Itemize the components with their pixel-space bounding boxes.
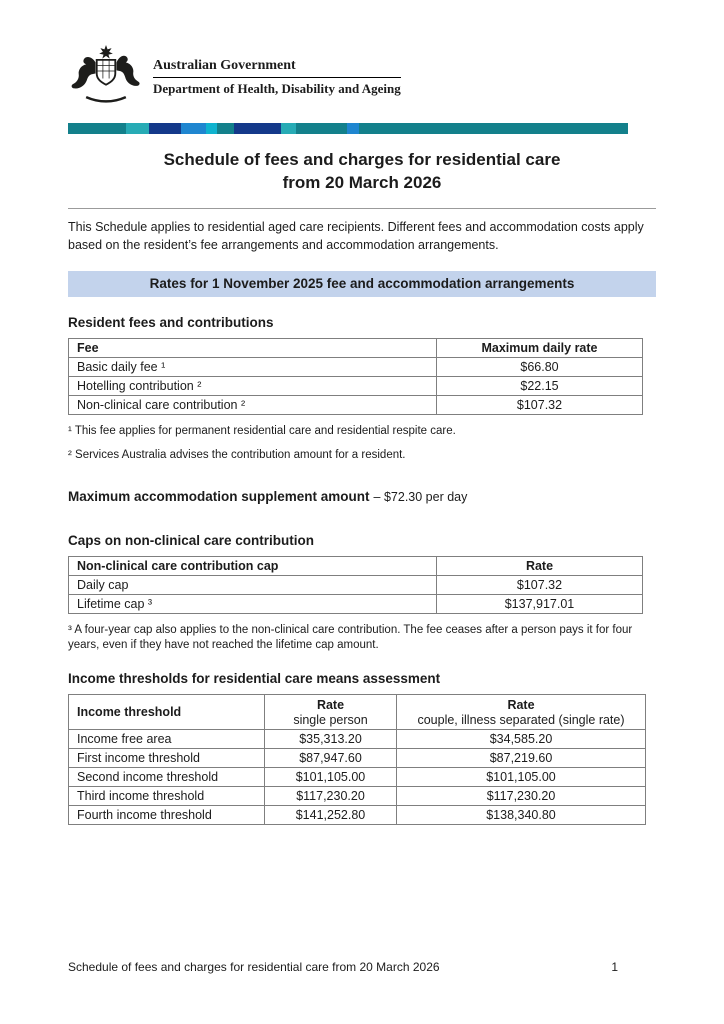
column-header-title: Rate bbox=[507, 698, 535, 712]
coat-of-arms-icon bbox=[68, 45, 144, 107]
table-cell: $137,917.01 bbox=[437, 595, 643, 614]
table-cell: $107.32 bbox=[437, 396, 643, 415]
column-header-rate-couple bbox=[397, 695, 646, 730]
table-cell: $101,105.00 bbox=[397, 768, 646, 787]
table-header-row bbox=[69, 557, 643, 576]
section-heading-income-thresholds: Income thresholds for residential care means assessment bbox=[68, 671, 441, 686]
column-header-subtitle: single person bbox=[293, 713, 368, 727]
table-row bbox=[69, 806, 646, 825]
gov-divider bbox=[153, 77, 401, 78]
column-header-fee: Fee bbox=[69, 339, 437, 358]
page-footer bbox=[68, 960, 656, 974]
gov-name: Australian Government bbox=[153, 58, 296, 73]
table-cell: $22.15 bbox=[437, 377, 643, 396]
table-cell: Hotelling contribution ² bbox=[69, 377, 437, 396]
column-header-max-daily-rate: Maximum daily rate bbox=[437, 339, 643, 358]
footnote-3: ³ A four-year cap also applies to the non-clinical care contribution. The fee ceases after a person pays it for four years, even if they have not reached the lifetime cap amount. bbox=[68, 624, 633, 651]
section-heading-caps: Caps on non-clinical care contribution bbox=[68, 533, 315, 548]
resident-fees-table bbox=[68, 338, 643, 415]
table-row bbox=[69, 730, 646, 749]
footnote-2: ² Services Australia advises the contribution amount for a resident. bbox=[68, 449, 406, 461]
table-cell: $66.80 bbox=[437, 358, 643, 377]
page-title bbox=[68, 148, 656, 194]
table-cell: Income free area bbox=[69, 730, 265, 749]
column-header-income-threshold: Income threshold bbox=[69, 695, 265, 730]
table-header-row bbox=[69, 695, 646, 730]
accommodation-supplement-line bbox=[68, 488, 656, 506]
table-cell: Third income threshold bbox=[69, 787, 265, 806]
table-row bbox=[69, 768, 646, 787]
footer-text: Schedule of fees and charges for residential care from 20 March 2026 bbox=[68, 960, 440, 974]
table-header-row bbox=[69, 339, 643, 358]
table-row bbox=[69, 396, 643, 415]
gov-header bbox=[68, 45, 656, 107]
table-cell: Lifetime cap ³ bbox=[69, 595, 437, 614]
table-cell: $107.32 bbox=[437, 576, 643, 595]
table-cell: Non-clinical care contribution ² bbox=[69, 396, 437, 415]
column-header-title: Rate bbox=[316, 698, 345, 712]
table-cell: $141,252.80 bbox=[265, 806, 397, 825]
table-row bbox=[69, 749, 646, 768]
table-cell: First income threshold bbox=[69, 749, 265, 768]
income-thresholds-table bbox=[68, 694, 646, 825]
column-header-subtitle: couple, illness separated (single rate) bbox=[417, 713, 625, 727]
title-divider bbox=[68, 208, 656, 209]
column-header-rate: Rate bbox=[437, 557, 643, 576]
accommodation-supplement-label: Maximum accommodation supplement amount bbox=[68, 489, 370, 504]
page-number: 1 bbox=[611, 960, 618, 974]
gov-lockup-text bbox=[153, 45, 401, 96]
column-header-rate-single bbox=[265, 695, 397, 730]
table-cell: $35,313.20 bbox=[265, 730, 397, 749]
table-cell: Daily cap bbox=[69, 576, 437, 595]
accommodation-supplement-value: – $72.30 per day bbox=[373, 490, 468, 504]
caps-table bbox=[68, 556, 643, 614]
table-cell: $34,585.20 bbox=[397, 730, 646, 749]
table-cell: Second income threshold bbox=[69, 768, 265, 787]
table-cell: $101,105.00 bbox=[265, 768, 397, 787]
column-header-cap: Non-clinical care contribution cap bbox=[69, 557, 437, 576]
intro-paragraph: This Schedule applies to residential aged care recipients. Different fees and accommodation costs apply based on the resident’s fee arrangements and accommodation arrangements. bbox=[68, 220, 644, 252]
table-row bbox=[69, 576, 643, 595]
table-row bbox=[69, 787, 646, 806]
table-cell: $87,947.60 bbox=[265, 749, 397, 768]
rates-banner: Rates for 1 November 2025 fee and accommodation arrangements bbox=[68, 271, 656, 297]
page-title-line1: Schedule of fees and charges for residential care bbox=[163, 150, 561, 169]
table-row bbox=[69, 377, 643, 396]
table-cell: $117,230.20 bbox=[265, 787, 397, 806]
table-row bbox=[69, 595, 643, 614]
table-cell: $87,219.60 bbox=[397, 749, 646, 768]
section-heading-resident-fees: Resident fees and contributions bbox=[68, 315, 274, 330]
table-cell: Fourth income threshold bbox=[69, 806, 265, 825]
table-row bbox=[69, 358, 643, 377]
decorative-bar bbox=[68, 123, 628, 134]
footnote-1: ¹ This fee applies for permanent residential care and residential respite care. bbox=[68, 425, 456, 437]
page-title-line2: from 20 March 2026 bbox=[282, 173, 442, 192]
table-cell: $117,230.20 bbox=[397, 787, 646, 806]
department-name: Department of Health, Disability and Ageing bbox=[153, 81, 401, 96]
table-cell: Basic daily fee ¹ bbox=[69, 358, 437, 377]
table-cell: $138,340.80 bbox=[397, 806, 646, 825]
